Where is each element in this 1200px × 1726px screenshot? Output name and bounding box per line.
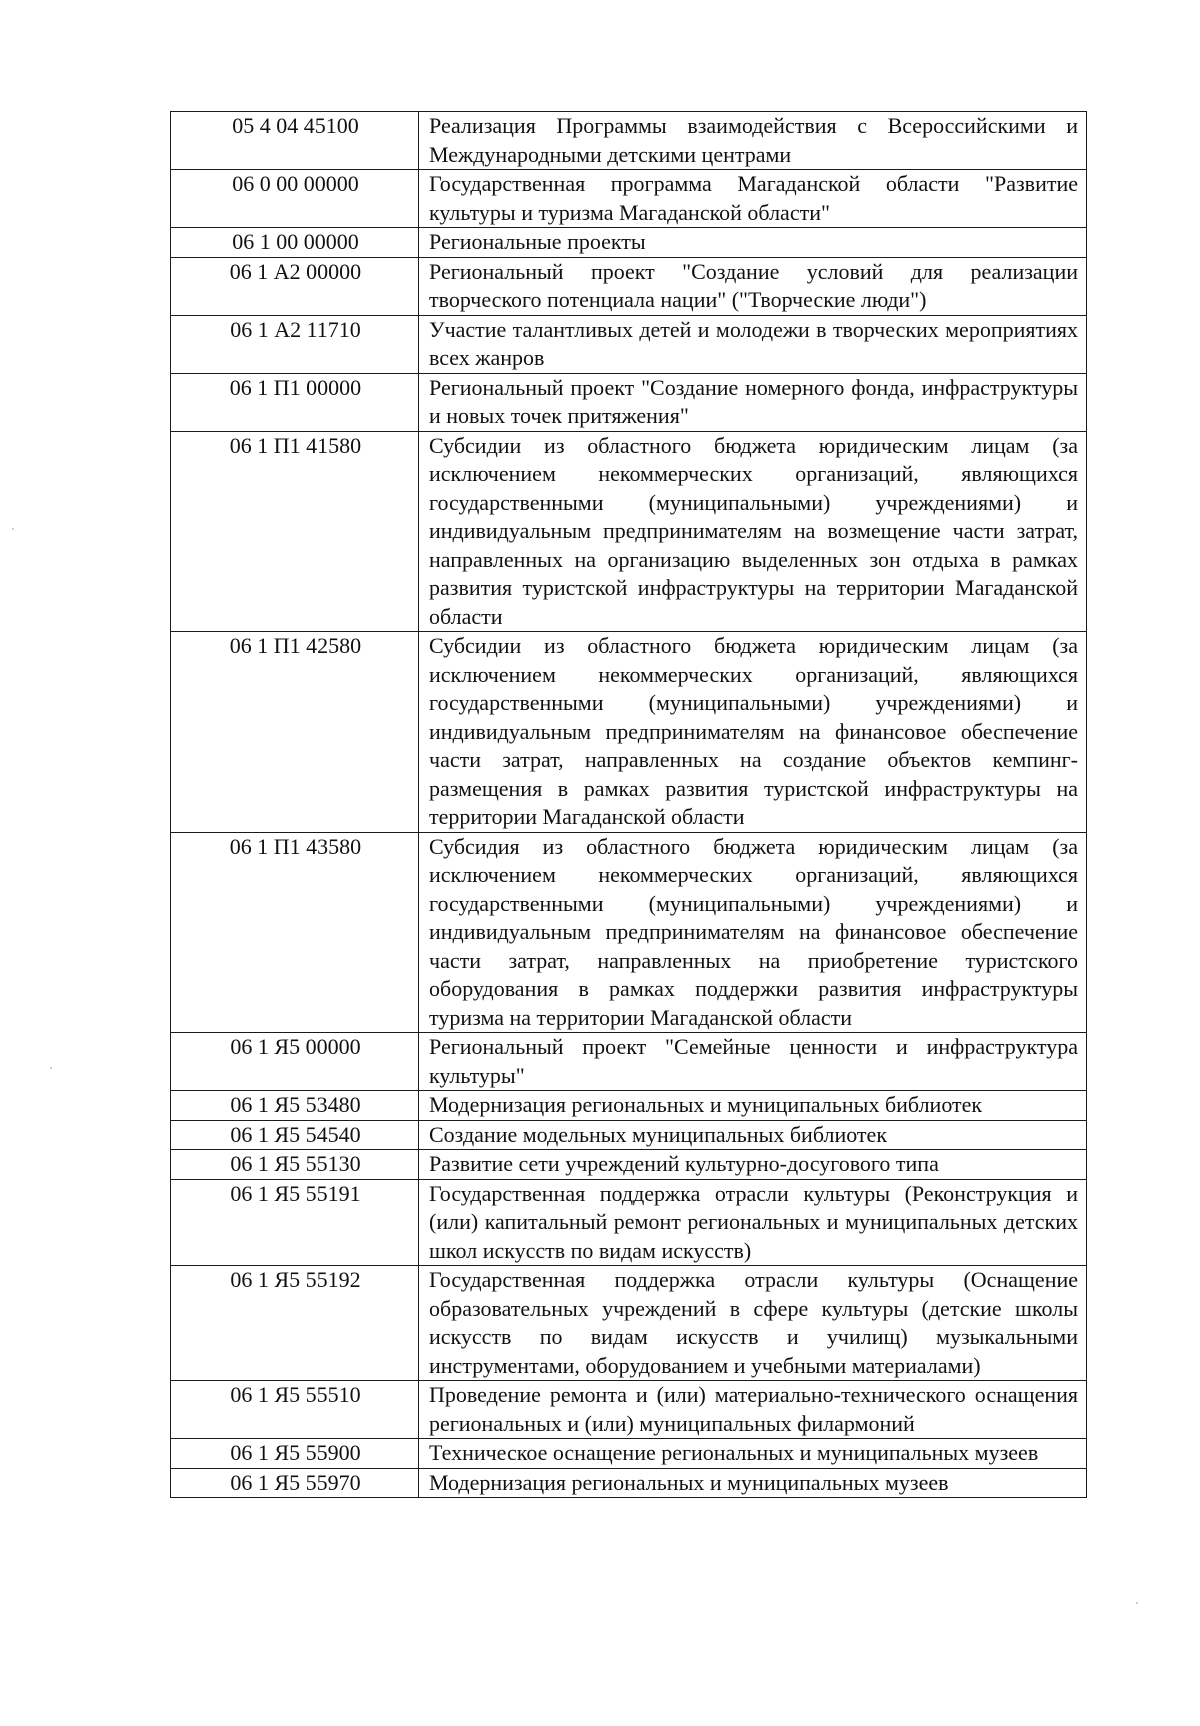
row-description: Субсидия из областного бюджета юридическим лицам (за исключением некоммерческих организаций, являющихся государственными (муниципальными) учреждениями) и индивидуальным предпринимателям на финансовое обеспечение части затрат, направленных на приобретение туристского оборудования в рамках поддержки развития инфраструктуры туризма на территории Магаданской области [419,832,1087,1033]
row-code: 06 1 А2 11710 [171,315,419,373]
row-code: 06 1 Я5 55192 [171,1266,419,1381]
row-description: Развитие сети учреждений культурно-досугового типа [419,1150,1087,1180]
row-code: 06 1 Я5 54540 [171,1120,419,1150]
row-description: Создание модельных муниципальных библиотек [419,1120,1087,1150]
scan-speck [50,1067,52,1069]
table-row [171,257,1087,315]
row-code: 06 1 А2 00000 [171,257,419,315]
table-row [171,112,1087,170]
table-row [171,1439,1087,1469]
row-description: Государственная поддержка отрасли культуры (Реконструкция и (или) капитальный ремонт региональных и муниципальных детских школ искусств по видам искусств) [419,1179,1087,1266]
scan-speck [12,528,14,530]
row-description: Государственная программа Магаданской области "Развитие культуры и туризма Магаданской области" [419,170,1087,228]
table-row [171,228,1087,258]
row-code: 06 1 Я5 53480 [171,1091,419,1121]
row-description: Модернизация региональных и муниципальных музеев [419,1468,1087,1498]
row-code: 06 1 Я5 55191 [171,1179,419,1266]
row-code: 06 0 00 00000 [171,170,419,228]
row-code: 06 1 П1 41580 [171,431,419,632]
table-row [171,431,1087,632]
table-row [171,170,1087,228]
table-row [171,1381,1087,1439]
table-row [171,1120,1087,1150]
row-description: Региональный проект "Создание номерного фонда, инфраструктуры и новых точек притяжения" [419,373,1087,431]
table-row [171,1033,1087,1091]
table-row [171,632,1087,833]
table-row [171,832,1087,1033]
row-description: Техническое оснащение региональных и муниципальных музеев [419,1439,1087,1469]
table-row [171,1150,1087,1180]
row-code: 06 1 Я5 55510 [171,1381,419,1439]
row-description: Региональный проект "Создание условий для реализации творческого потенциала нации" ("Творческие люди") [419,257,1087,315]
row-code: 06 1 Я5 55970 [171,1468,419,1498]
table-row [171,1266,1087,1381]
row-description: Субсидии из областного бюджета юридическим лицам (за исключением некоммерческих организаций, являющихся государственными (муниципальными) учреждениями) и индивидуальным предпринимателям на финансовое обеспечение части затрат, направленных на создание объектов кемпинг-размещения в рамках развития туристской инфраструктуры на территории Магаданской области [419,632,1087,833]
budget-classification-table [170,111,1087,1498]
scan-speck [1136,1602,1138,1604]
row-description: Реализация Программы взаимодействия с Всероссийскими и Международными детскими центрами [419,112,1087,170]
table-row [171,373,1087,431]
row-code: 05 4 04 45100 [171,112,419,170]
row-code: 06 1 Я5 55900 [171,1439,419,1469]
table-row [171,1091,1087,1121]
table-row [171,1179,1087,1266]
row-code: 06 1 00 00000 [171,228,419,258]
row-description: Модернизация региональных и муниципальных библиотек [419,1091,1087,1121]
row-description: Субсидии из областного бюджета юридическим лицам (за исключением некоммерческих организаций, являющихся государственными (муниципальными) учреждениями) и индивидуальным предпринимателям на возмещение части затрат, направленных на организацию выделенных зон отдыха в рамках развития туристской инфраструктуры на территории Магаданской области [419,431,1087,632]
row-description: Государственная поддержка отрасли культуры (Оснащение образовательных учреждений в сфере культуры (детские школы искусств по видам искусств и училищ) музыкальными инструментами, оборудованием и учебными материалами) [419,1266,1087,1381]
row-code: 06 1 Я5 55130 [171,1150,419,1180]
table-row [171,1468,1087,1498]
row-code: 06 1 П1 43580 [171,832,419,1033]
row-code: 06 1 П1 42580 [171,632,419,833]
table-row [171,315,1087,373]
row-description: Региональный проект "Семейные ценности и инфраструктура культуры" [419,1033,1087,1091]
row-description: Региональные проекты [419,228,1087,258]
row-description: Проведение ремонта и (или) материально-технического оснащения региональных и (или) муниципальных филармоний [419,1381,1087,1439]
row-code: 06 1 П1 00000 [171,373,419,431]
row-code: 06 1 Я5 00000 [171,1033,419,1091]
row-description: Участие талантливых детей и молодежи в творческих мероприятиях всех жанров [419,315,1087,373]
